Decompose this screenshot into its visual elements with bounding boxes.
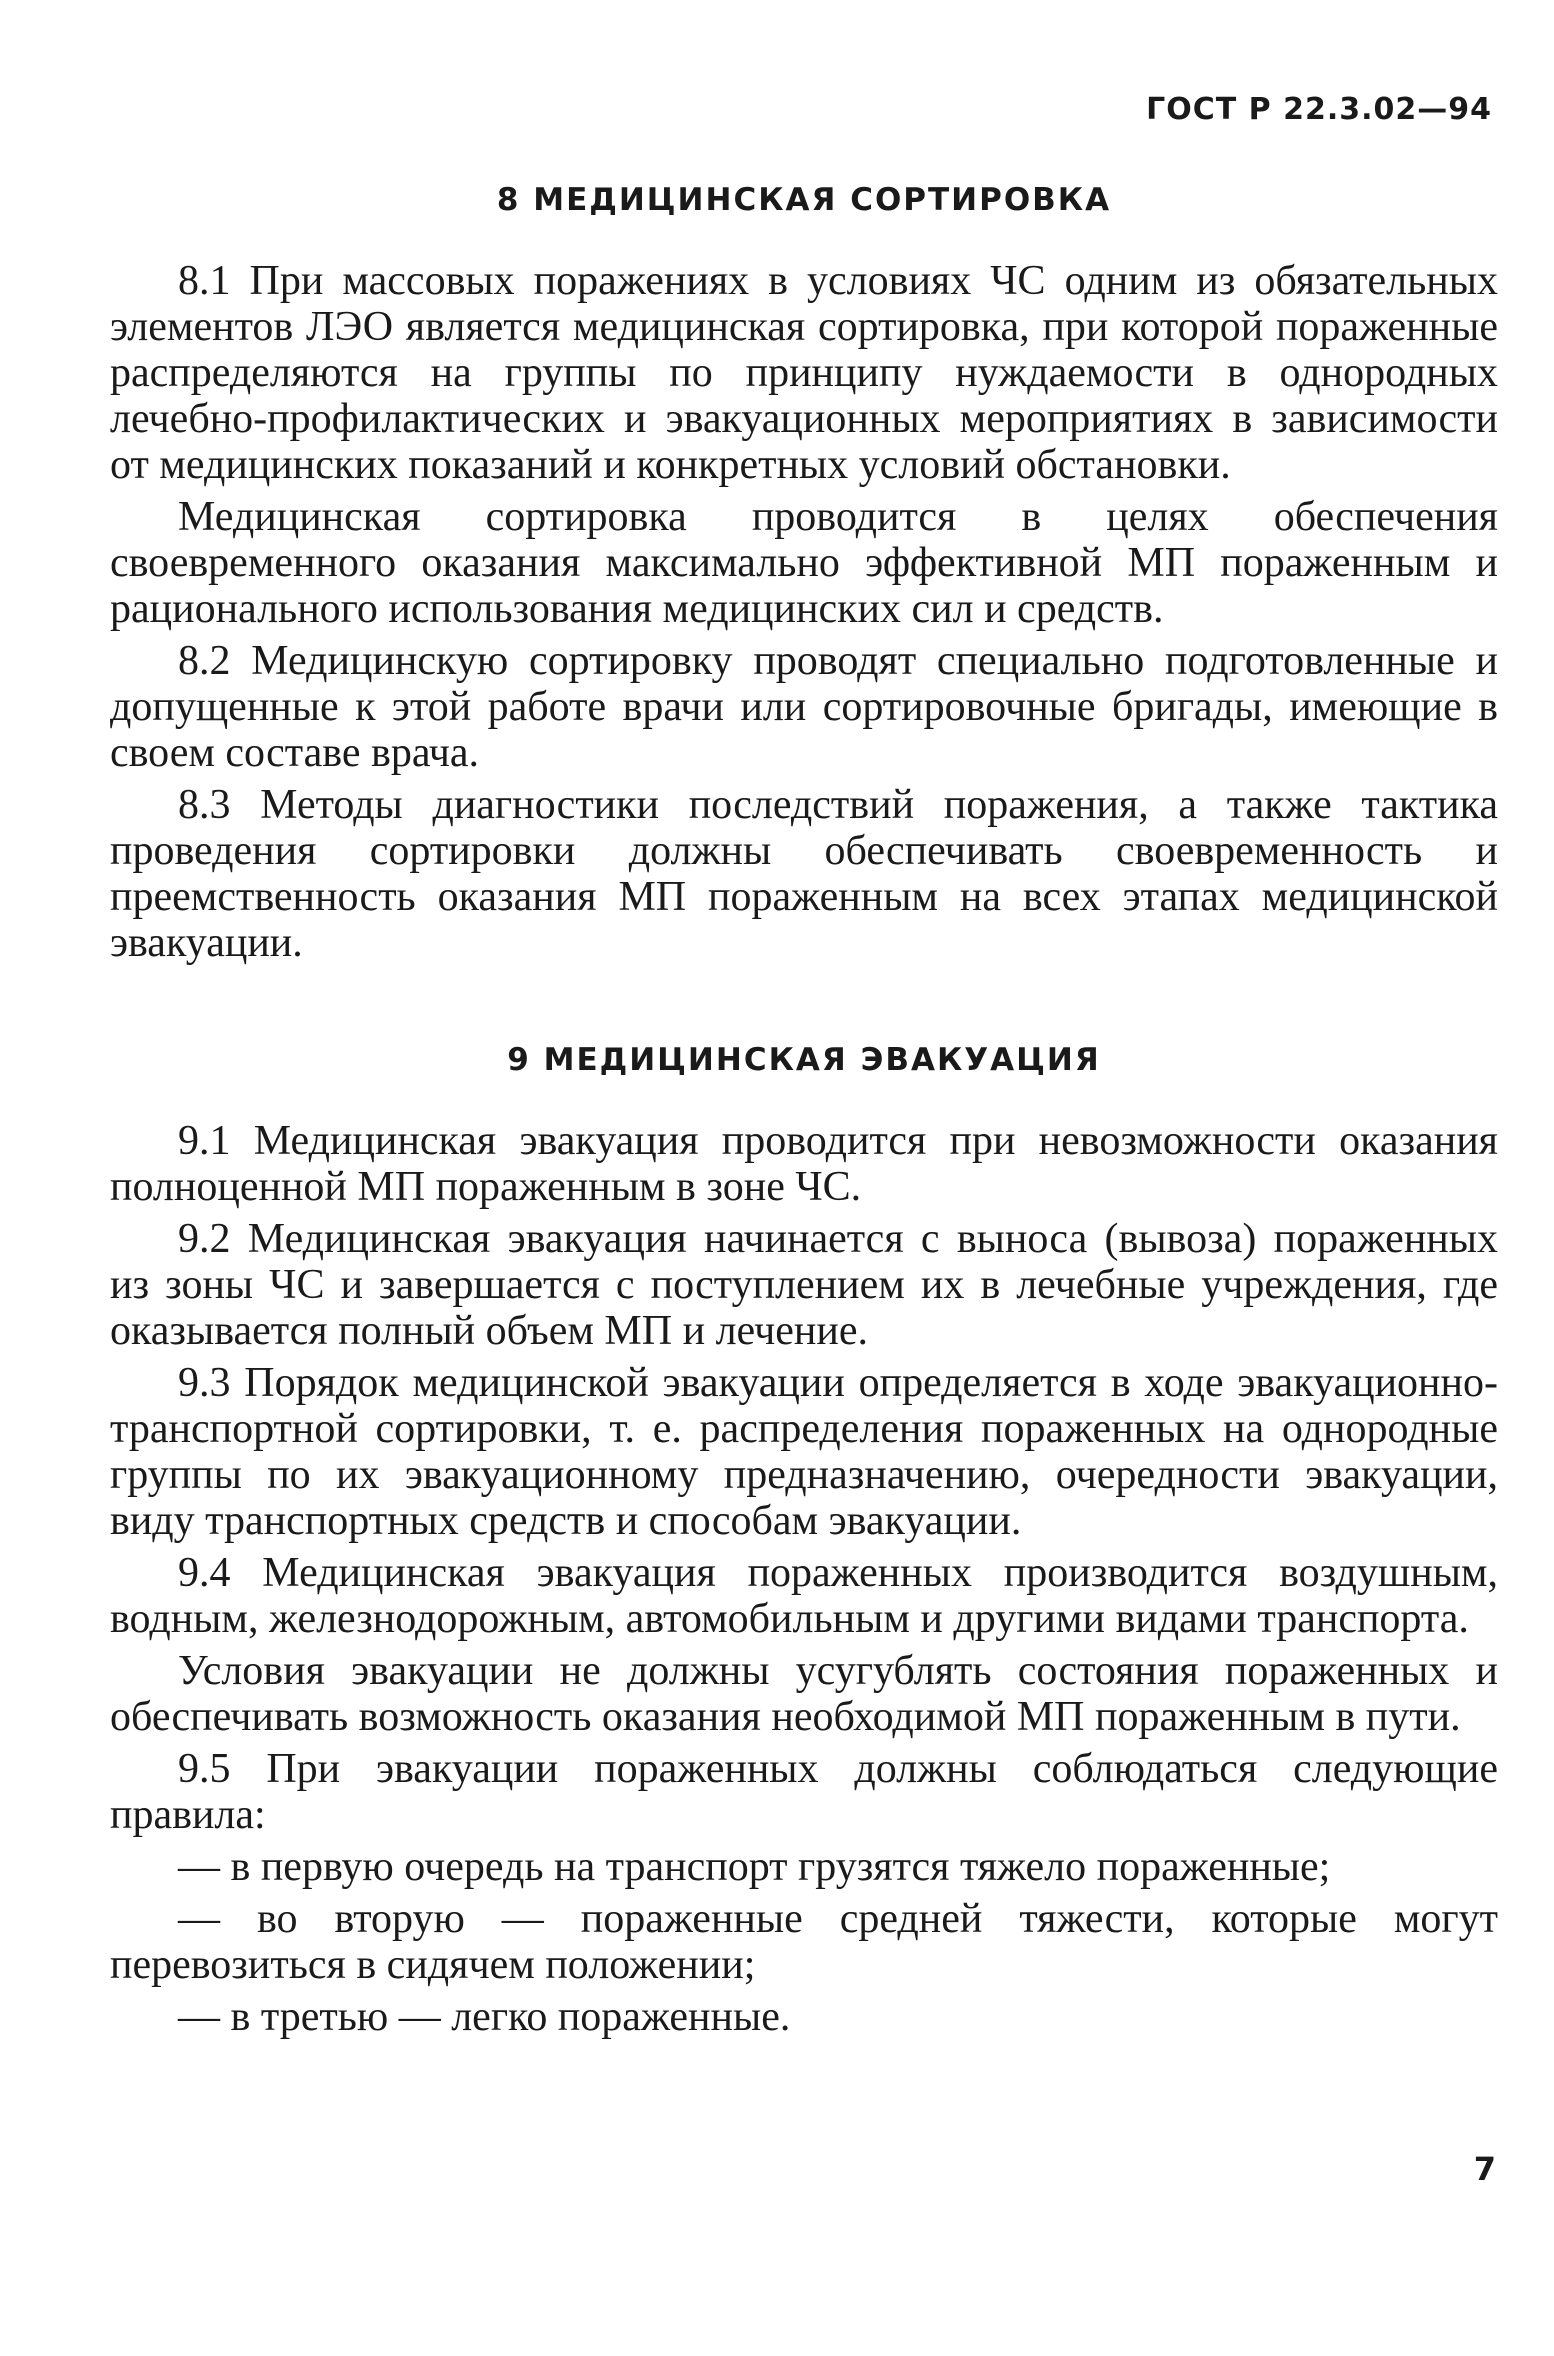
page-content <box>110 180 1498 2046</box>
paragraph-8-1: 8.1 При массовых поражениях в условиях ЧС одним из обязательных элементов ЛЭО является медицинская сортировка, при которой пораженные распределяются на группы по принципу нуждаемости в однородных лечебно-профилактических и эвакуационных мероприятиях в зависимости от медицинских показаний и конкретных условий обстановки. <box>110 258 1498 488</box>
paragraph-8-1-cont: Медицинская сортировка проводится в целях обеспечения своевременного оказания максимально эффективной МП пораженным и рационального использования медицинских сил и средств. <box>110 494 1498 632</box>
paragraph-9-1: 9.1 Медицинская эвакуация проводится при невозможности оказания полноценной МП пораженным в зоне ЧС. <box>110 1118 1498 1210</box>
paragraph-9-5: 9.5 При эвакуации пораженных должны соблюдаться следующие правила: <box>110 1746 1498 1838</box>
list-item-second: — во вторую — пораженные средней тяжести, которые могут перевозиться в сидячем положении; <box>110 1896 1498 1988</box>
section-8-title: 8 МЕДИЦИНСКАЯ СОРТИРОВКА <box>496 182 1112 218</box>
paragraph-9-4: 9.4 Медицинская эвакуация пораженных производится воздушным, водным, железнодорожным, автомобильным и другими видами транспорта. <box>110 1550 1498 1642</box>
paragraph-8-2: 8.2 Медицинскую сортировку проводят специально подготовленные и допущенные к этой работе врачи или сортировочные бригады, имеющие в своем составе врача. <box>110 638 1498 776</box>
document-code-header: ГОСТ Р 22.3.02—94 <box>1146 92 1492 127</box>
list-item-first: — в первую очередь на транспорт грузятся тяжело пораженные; <box>178 1844 1331 1890</box>
page-number: 7 <box>1473 2150 1496 2188</box>
paragraph-9-2: 9.2 Медицинская эвакуация начинается с выноса (вывоза) пораженных из зоны ЧС и завершается с поступлением их в лечебные учреждения, где оказывается полный объем МП и лечение. <box>110 1216 1498 1354</box>
paragraph-8-3: 8.3 Методы диагностики последствий поражения, а также тактика проведения сортировки должны обеспечивать своевременность и преемственность оказания МП пораженным на всех этапах медицинской эвакуации. <box>110 782 1498 966</box>
paragraph-9-4-cont: Условия эвакуации не должны усугублять состояния пораженных и обеспечивать возможность оказания необходимой МП пораженным в пути. <box>110 1648 1498 1740</box>
section-9-title: 9 МЕДИЦИНСКАЯ ЭВАКУАЦИЯ <box>507 1042 1101 1078</box>
list-item-third: — в третью — легко пораженные. <box>178 1994 791 2040</box>
paragraph-9-3: 9.3 Порядок медицинской эвакуации определяется в ходе эвакуационно-транспортной сортировки, т. е. распределения пораженных на однородные группы по их эвакуационному предназначению, очередности эвакуации, виду транспортных средств и способам эвакуации. <box>110 1360 1498 1544</box>
